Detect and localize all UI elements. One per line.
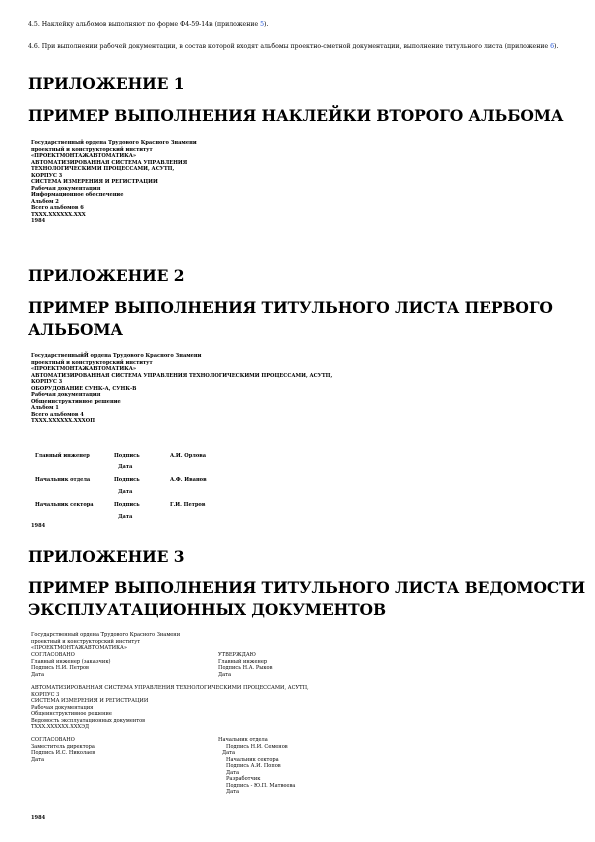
signature-date: Дата xyxy=(118,514,133,520)
block-line: ТХХХ.ХХХХХХ.ХХХОП xyxy=(31,418,96,424)
block-line: Государственный ордена Трудового Красного Знамени xyxy=(31,140,197,146)
block-line: ОБОРУДОВАНИЕ СУНК-А, СУНК-В xyxy=(31,385,137,392)
paragraph-4-6: 4.6. При выполнении рабочей документации, в состав которой входят альбомы проектно-сметной документации, выполнение титульного листа (приложение 6). xyxy=(28,43,559,50)
appendix-2-heading: ПРИЛОЖЕНИЕ 2 xyxy=(28,266,185,285)
block-line: Главный инженер (заказчик) xyxy=(31,658,111,665)
block-line: СОГЛАСОВАНО xyxy=(31,737,75,743)
signature-date: Дата xyxy=(118,464,133,470)
year: 1984 xyxy=(31,523,46,529)
block-line: Подпись Н.А. Рыков xyxy=(218,665,273,671)
signature-name: А.И. Орлова xyxy=(170,453,207,459)
block-line: Начальник отдела xyxy=(218,737,268,743)
block-line: Подпись Н.И. Петров xyxy=(31,665,89,671)
document-list-header xyxy=(31,632,180,652)
document-list-body xyxy=(31,685,309,731)
block-line: Альбом 1 xyxy=(31,405,59,411)
block-line: АВТОМАТИЗИРОВАННАЯ СИСТЕМА УПРАВЛЕНИЯ ТЕХНОЛОГИЧЕСКИМИ ПРОЦЕССАМИ, АСУТП, xyxy=(31,685,309,691)
block-line: Подпись И.С. Николаев xyxy=(31,750,96,756)
appendix-link-5[interactable]: 5 xyxy=(260,21,265,28)
block-line: проектный и конструкторский институт xyxy=(31,359,153,366)
signature-name: А.Ф. Иванов xyxy=(170,477,207,483)
album-label-block xyxy=(31,140,197,225)
signature-name: Г.И. Петров xyxy=(170,502,206,508)
signature-label: Подпись xyxy=(114,477,140,483)
signature-role: Начальник сектора xyxy=(35,502,94,508)
block-line: Дата xyxy=(31,756,45,763)
block-line: СИСТЕМА ИЗМЕРЕНИЯ И РЕГИСТРАЦИИ xyxy=(31,179,158,185)
appendix-1-heading: ПРИЛОЖЕНИЕ 1 xyxy=(28,74,185,93)
appendix-3-title-line-2: ЭКСПЛУАТАЦИОННЫХ ДОКУМЕНТОВ xyxy=(28,600,386,619)
block-line: Подпись А.И. Попов xyxy=(226,763,281,769)
block-line: проектный и конструкторский институт xyxy=(31,638,141,645)
block-line: Подпись Н.И. Семенов xyxy=(226,743,288,750)
appendix-3-title-line-1: ПРИМЕР ВЫПОЛНЕНИЯ ТИТУЛЬНОГО ЛИСТА ВЕДОМОСТИ xyxy=(28,578,586,597)
block-line: «ПРОЕКТМОНТАЖАВТОМАТИКА» xyxy=(31,153,137,159)
block-line: УТВЕРЖДАЮ xyxy=(218,652,256,658)
block-line: ГосударственныйЙ ордена Трудового Красного Знамени xyxy=(31,353,202,359)
block-line: Заместитель директора xyxy=(31,743,95,750)
block-line: «ПРОЕКТМОНТАЖАВТОМАТИКА» xyxy=(31,645,128,651)
block-line: КОРПУС 3 xyxy=(31,172,63,179)
appendix-2-title-line-1: ПРИМЕР ВЫПОЛНЕНИЯ ТИТУЛЬНОГО ЛИСТА ПЕРВОГО xyxy=(28,298,553,317)
block-line: Начальник сектора xyxy=(226,756,279,763)
block-line: Всего альбомов 6 xyxy=(31,205,84,211)
block-line: Рабочая документация xyxy=(31,704,94,711)
block-line: АВТОМАТИЗИРОВАННАЯ СИСТЕМА УПРАВЛЕНИЯ xyxy=(31,159,188,166)
block-line: Дата xyxy=(31,671,45,678)
appendix-link-6[interactable]: 6 xyxy=(550,43,555,50)
block-line: Общеинструктивное решение xyxy=(31,711,112,717)
block-line: Дата xyxy=(226,769,240,776)
block-line: Ведомость эксплуатационных документов xyxy=(31,717,146,724)
signature-label: Подпись xyxy=(114,453,140,459)
block-line: Дата xyxy=(226,789,240,795)
title-sheet-block xyxy=(31,353,332,425)
block-line: Подпись - Ю.П. Матвеева xyxy=(226,782,296,789)
signature-label: Подпись xyxy=(114,502,140,508)
block-line: ТХХХ.ХХХХХХ.ХХХ xyxy=(31,211,86,218)
block-line: проектный и конструкторский институт xyxy=(31,146,153,153)
block-line: Разработчик xyxy=(226,776,261,782)
signature-role: Начальник отдела xyxy=(35,477,91,483)
signature-role: Главный инженер xyxy=(35,453,90,459)
block-line: КОРПУС 3 xyxy=(31,379,63,385)
approval-left xyxy=(31,652,111,678)
block-line: АВТОМАТИЗИРОВАННАЯ СИСТЕМА УПРАВЛЕНИЯ ТЕХНОЛОГИЧЕСКИМИ ПРОЦЕССАМИ, АСУТП, xyxy=(31,372,333,379)
block-line: Всего альбомов 4 xyxy=(31,411,84,418)
signature-date: Дата xyxy=(118,489,133,495)
agreement-left xyxy=(31,737,95,763)
appendix-3-heading: ПРИЛОЖЕНИЕ 3 xyxy=(28,547,185,566)
paragraph-4-5: 4.5. Наклейку альбомов выполняют по форме Ф4-59-14в (приложение 5). xyxy=(28,21,269,28)
block-line: Главный инженер xyxy=(218,658,268,665)
block-line: ТЕХНОЛОГИЧЕСКИМИ ПРОЦЕССАМИ, АСУТП, xyxy=(31,166,175,172)
block-line: 1984 xyxy=(31,218,46,224)
block-line: Дата xyxy=(222,750,236,756)
block-line: КОРПУС 3 xyxy=(31,691,60,698)
agreement-right xyxy=(218,737,295,796)
block-line: Альбом 2 xyxy=(31,198,59,205)
block-line: Государственный ордена Трудового Красного Знамени xyxy=(31,632,181,638)
block-line: «ПРОЕКТМОНТАЖАВТОМАТИКА» xyxy=(31,366,137,372)
block-line: Информационное обеспечение xyxy=(31,192,124,198)
block-line: Дата xyxy=(218,671,232,678)
block-line: СИСТЕМА ИЗМЕРЕНИЯ И РЕГИСТРАЦИИ xyxy=(31,698,149,704)
block-line: ТХХХ.ХХХХХХ.ХХХЭД xyxy=(31,724,90,730)
block-line: Рабочая документация xyxy=(31,185,101,192)
block-line: Общеинструктивное решение xyxy=(31,398,121,405)
block-line: Рабочая документация xyxy=(31,392,101,398)
block-line: СОГЛАСОВАНО xyxy=(31,652,75,658)
appendix-2-title-line-2: АЛЬБОМА xyxy=(28,320,123,339)
year: 1984 xyxy=(31,815,46,821)
approval-right xyxy=(218,652,272,678)
appendix-1-title: ПРИМЕР ВЫПОЛНЕНИЯ НАКЛЕЙКИ ВТОРОГО АЛЬБОМА xyxy=(28,106,564,125)
